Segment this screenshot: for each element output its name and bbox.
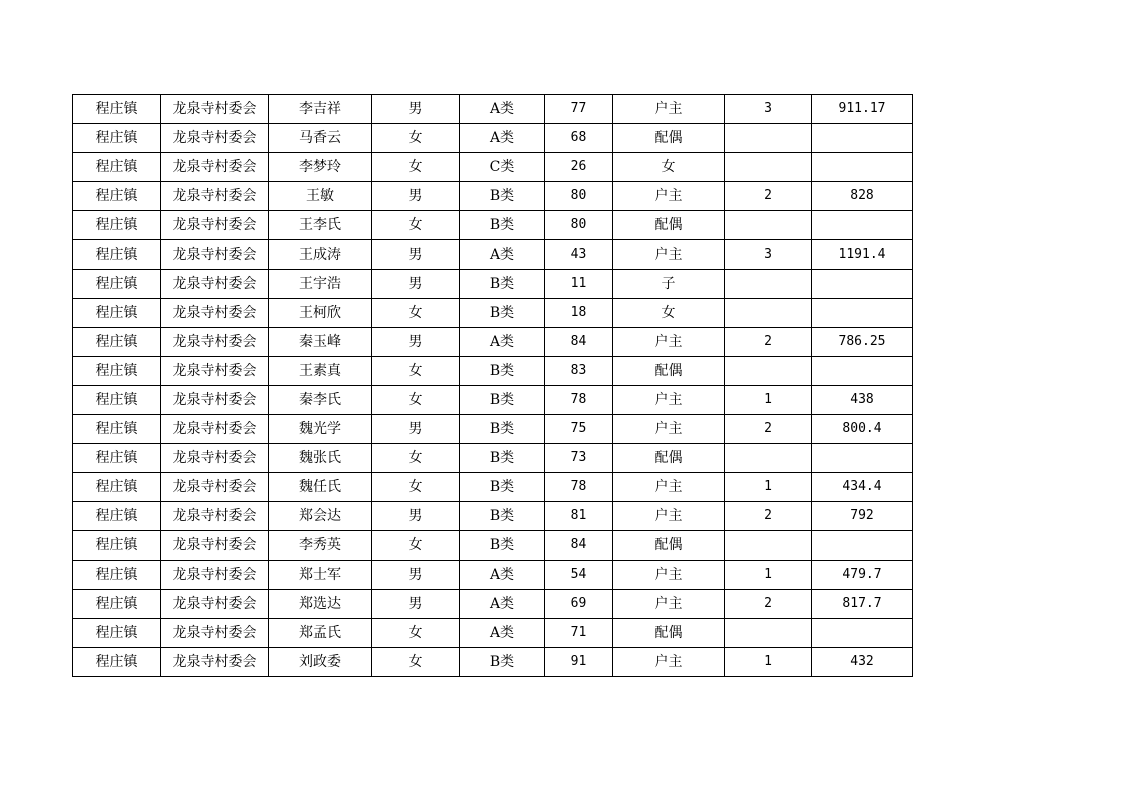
village-committee-cell: 龙泉寺村委会: [161, 473, 269, 502]
age-cell: 80: [545, 211, 613, 240]
name-cell: 郑会达: [269, 502, 372, 531]
category-cell: A类: [460, 560, 545, 589]
gender-cell: 男: [372, 560, 460, 589]
table-body: [73, 95, 913, 677]
table-row: [73, 95, 913, 124]
town-cell: 程庄镇: [73, 153, 161, 182]
name-cell: 李梦玲: [269, 153, 372, 182]
household-size-cell: 1: [725, 647, 812, 676]
household-size-cell: [725, 124, 812, 153]
category-cell: A类: [460, 95, 545, 124]
village-committee-cell: 龙泉寺村委会: [161, 211, 269, 240]
gender-cell: 男: [372, 589, 460, 618]
table-row: [73, 182, 913, 211]
age-cell: 11: [545, 269, 613, 298]
gender-cell: 女: [372, 356, 460, 385]
category-cell: B类: [460, 269, 545, 298]
household-size-cell: 2: [725, 415, 812, 444]
gender-cell: 男: [372, 502, 460, 531]
category-cell: B类: [460, 385, 545, 414]
amount-cell: 786.25: [812, 327, 913, 356]
table-row: [73, 415, 913, 444]
amount-cell: [812, 269, 913, 298]
amount-cell: 911.17: [812, 95, 913, 124]
relation-cell: 户主: [613, 589, 725, 618]
category-cell: B类: [460, 211, 545, 240]
village-committee-cell: 龙泉寺村委会: [161, 240, 269, 269]
village-committee-cell: 龙泉寺村委会: [161, 415, 269, 444]
age-cell: 91: [545, 647, 613, 676]
category-cell: B类: [460, 182, 545, 211]
town-cell: 程庄镇: [73, 240, 161, 269]
relation-cell: 女: [613, 298, 725, 327]
category-cell: B类: [460, 444, 545, 473]
category-cell: B类: [460, 356, 545, 385]
age-cell: 77: [545, 95, 613, 124]
relation-cell: 配偶: [613, 444, 725, 473]
town-cell: 程庄镇: [73, 618, 161, 647]
gender-cell: 女: [372, 153, 460, 182]
household-size-cell: 1: [725, 385, 812, 414]
gender-cell: 男: [372, 415, 460, 444]
household-size-cell: 3: [725, 95, 812, 124]
town-cell: 程庄镇: [73, 531, 161, 560]
amount-cell: 479.7: [812, 560, 913, 589]
category-cell: C类: [460, 153, 545, 182]
age-cell: 68: [545, 124, 613, 153]
table-row: [73, 240, 913, 269]
relation-cell: 户主: [613, 473, 725, 502]
town-cell: 程庄镇: [73, 502, 161, 531]
relation-cell: 户主: [613, 415, 725, 444]
name-cell: 秦李氏: [269, 385, 372, 414]
name-cell: 李秀英: [269, 531, 372, 560]
village-committee-cell: 龙泉寺村委会: [161, 444, 269, 473]
household-size-cell: 2: [725, 327, 812, 356]
table-row: [73, 124, 913, 153]
name-cell: 王成涛: [269, 240, 372, 269]
age-cell: 75: [545, 415, 613, 444]
gender-cell: 女: [372, 211, 460, 240]
table-row: [73, 647, 913, 676]
amount-cell: 432: [812, 647, 913, 676]
household-size-cell: [725, 444, 812, 473]
village-committee-cell: 龙泉寺村委会: [161, 618, 269, 647]
gender-cell: 女: [372, 444, 460, 473]
village-committee-cell: 龙泉寺村委会: [161, 531, 269, 560]
name-cell: 秦玉峰: [269, 327, 372, 356]
name-cell: 魏任氏: [269, 473, 372, 502]
category-cell: A类: [460, 327, 545, 356]
gender-cell: 男: [372, 240, 460, 269]
category-cell: B类: [460, 531, 545, 560]
amount-cell: [812, 153, 913, 182]
gender-cell: 女: [372, 124, 460, 153]
town-cell: 程庄镇: [73, 444, 161, 473]
relation-cell: 户主: [613, 502, 725, 531]
age-cell: 43: [545, 240, 613, 269]
village-committee-cell: 龙泉寺村委会: [161, 153, 269, 182]
age-cell: 81: [545, 502, 613, 531]
household-size-cell: [725, 153, 812, 182]
town-cell: 程庄镇: [73, 211, 161, 240]
amount-cell: [812, 531, 913, 560]
town-cell: 程庄镇: [73, 298, 161, 327]
name-cell: 郑孟氏: [269, 618, 372, 647]
name-cell: 王敏: [269, 182, 372, 211]
household-size-cell: [725, 618, 812, 647]
gender-cell: 男: [372, 269, 460, 298]
category-cell: B类: [460, 298, 545, 327]
town-cell: 程庄镇: [73, 647, 161, 676]
age-cell: 54: [545, 560, 613, 589]
town-cell: 程庄镇: [73, 182, 161, 211]
village-committee-cell: 龙泉寺村委会: [161, 647, 269, 676]
village-committee-cell: 龙泉寺村委会: [161, 269, 269, 298]
age-cell: 78: [545, 385, 613, 414]
town-cell: 程庄镇: [73, 589, 161, 618]
table-row: [73, 531, 913, 560]
town-cell: 程庄镇: [73, 124, 161, 153]
age-cell: 71: [545, 618, 613, 647]
village-committee-cell: 龙泉寺村委会: [161, 385, 269, 414]
age-cell: 26: [545, 153, 613, 182]
household-size-cell: 2: [725, 589, 812, 618]
relation-cell: 配偶: [613, 618, 725, 647]
table-row: [73, 444, 913, 473]
table-row: [73, 502, 913, 531]
gender-cell: 女: [372, 473, 460, 502]
gender-cell: 女: [372, 531, 460, 560]
amount-cell: [812, 618, 913, 647]
relation-cell: 配偶: [613, 211, 725, 240]
amount-cell: [812, 124, 913, 153]
household-size-cell: 2: [725, 502, 812, 531]
town-cell: 程庄镇: [73, 269, 161, 298]
category-cell: B类: [460, 502, 545, 531]
amount-cell: 1191.4: [812, 240, 913, 269]
relation-cell: 配偶: [613, 124, 725, 153]
amount-cell: [812, 298, 913, 327]
roster-table: [72, 94, 913, 677]
age-cell: 84: [545, 531, 613, 560]
name-cell: 郑选达: [269, 589, 372, 618]
gender-cell: 女: [372, 618, 460, 647]
table-row: [73, 589, 913, 618]
table-row: [73, 211, 913, 240]
town-cell: 程庄镇: [73, 473, 161, 502]
amount-cell: 828: [812, 182, 913, 211]
relation-cell: 配偶: [613, 356, 725, 385]
household-size-cell: [725, 531, 812, 560]
category-cell: A类: [460, 240, 545, 269]
household-size-cell: [725, 298, 812, 327]
age-cell: 73: [545, 444, 613, 473]
amount-cell: 438: [812, 385, 913, 414]
village-committee-cell: 龙泉寺村委会: [161, 124, 269, 153]
name-cell: 王柯欣: [269, 298, 372, 327]
gender-cell: 女: [372, 298, 460, 327]
age-cell: 78: [545, 473, 613, 502]
amount-cell: 434.4: [812, 473, 913, 502]
age-cell: 69: [545, 589, 613, 618]
relation-cell: 户主: [613, 240, 725, 269]
amount-cell: [812, 211, 913, 240]
name-cell: 郑士军: [269, 560, 372, 589]
name-cell: 马香云: [269, 124, 372, 153]
table-row: [73, 473, 913, 502]
age-cell: 84: [545, 327, 613, 356]
village-committee-cell: 龙泉寺村委会: [161, 589, 269, 618]
gender-cell: 男: [372, 327, 460, 356]
category-cell: A类: [460, 589, 545, 618]
village-committee-cell: 龙泉寺村委会: [161, 356, 269, 385]
table-row: [73, 385, 913, 414]
town-cell: 程庄镇: [73, 560, 161, 589]
relation-cell: 户主: [613, 327, 725, 356]
village-committee-cell: 龙泉寺村委会: [161, 182, 269, 211]
age-cell: 18: [545, 298, 613, 327]
name-cell: 王李氏: [269, 211, 372, 240]
table-row: [73, 298, 913, 327]
household-size-cell: [725, 356, 812, 385]
category-cell: B类: [460, 415, 545, 444]
amount-cell: 792: [812, 502, 913, 531]
gender-cell: 女: [372, 647, 460, 676]
gender-cell: 女: [372, 385, 460, 414]
category-cell: B类: [460, 473, 545, 502]
table-row: [73, 327, 913, 356]
village-committee-cell: 龙泉寺村委会: [161, 560, 269, 589]
town-cell: 程庄镇: [73, 327, 161, 356]
village-committee-cell: 龙泉寺村委会: [161, 502, 269, 531]
relation-cell: 户主: [613, 182, 725, 211]
household-size-cell: [725, 269, 812, 298]
town-cell: 程庄镇: [73, 385, 161, 414]
amount-cell: [812, 444, 913, 473]
table-row: [73, 153, 913, 182]
household-size-cell: 3: [725, 240, 812, 269]
village-committee-cell: 龙泉寺村委会: [161, 327, 269, 356]
relation-cell: 户主: [613, 385, 725, 414]
name-cell: 王素真: [269, 356, 372, 385]
age-cell: 83: [545, 356, 613, 385]
relation-cell: 子: [613, 269, 725, 298]
table-row: [73, 356, 913, 385]
amount-cell: 817.7: [812, 589, 913, 618]
gender-cell: 男: [372, 182, 460, 211]
village-committee-cell: 龙泉寺村委会: [161, 95, 269, 124]
relation-cell: 户主: [613, 95, 725, 124]
household-size-cell: 1: [725, 473, 812, 502]
name-cell: 魏光学: [269, 415, 372, 444]
category-cell: A类: [460, 124, 545, 153]
amount-cell: [812, 356, 913, 385]
table-row: [73, 560, 913, 589]
gender-cell: 男: [372, 95, 460, 124]
relation-cell: 女: [613, 153, 725, 182]
relation-cell: 户主: [613, 647, 725, 676]
name-cell: 王宇浩: [269, 269, 372, 298]
relation-cell: 配偶: [613, 531, 725, 560]
name-cell: 魏张氏: [269, 444, 372, 473]
amount-cell: 800.4: [812, 415, 913, 444]
household-size-cell: [725, 211, 812, 240]
household-size-cell: 1: [725, 560, 812, 589]
village-committee-cell: 龙泉寺村委会: [161, 298, 269, 327]
name-cell: 刘政委: [269, 647, 372, 676]
household-size-cell: 2: [725, 182, 812, 211]
town-cell: 程庄镇: [73, 415, 161, 444]
table-row: [73, 618, 913, 647]
name-cell: 李吉祥: [269, 95, 372, 124]
relation-cell: 户主: [613, 560, 725, 589]
town-cell: 程庄镇: [73, 356, 161, 385]
town-cell: 程庄镇: [73, 95, 161, 124]
age-cell: 80: [545, 182, 613, 211]
category-cell: B类: [460, 647, 545, 676]
category-cell: A类: [460, 618, 545, 647]
table-row: [73, 269, 913, 298]
